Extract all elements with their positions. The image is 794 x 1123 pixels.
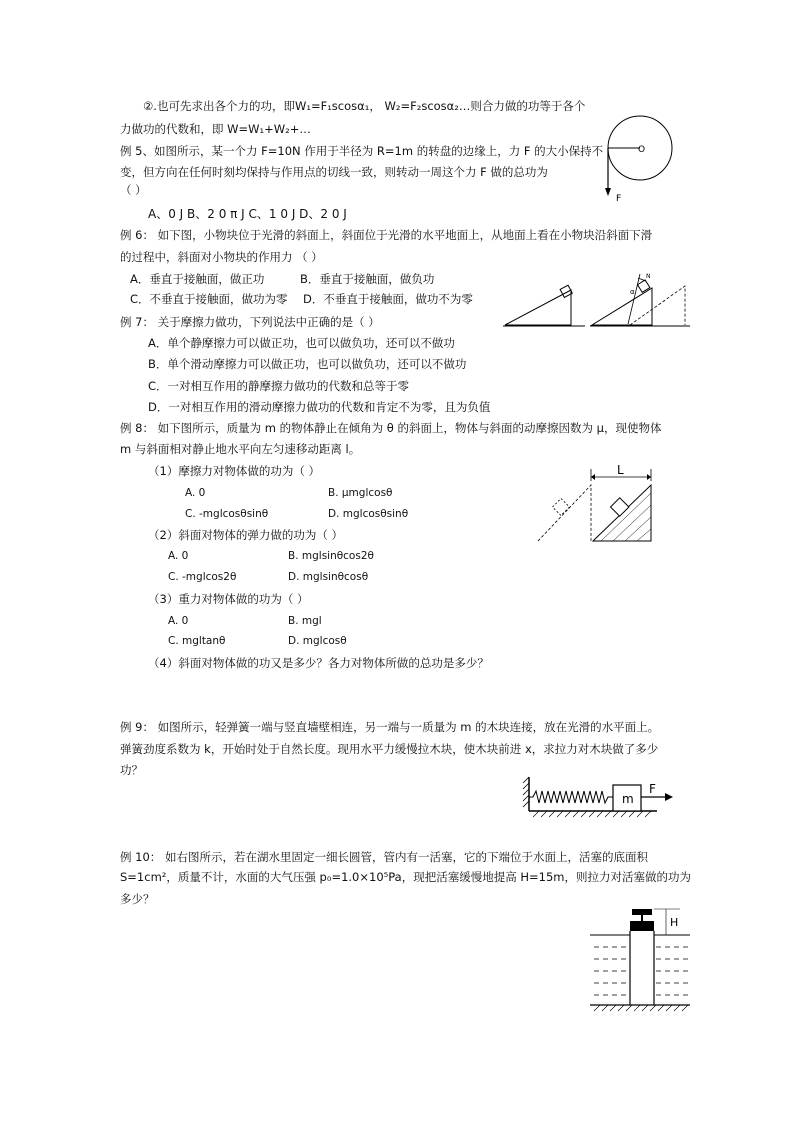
- ex8-q3-option-c: C. mgltanθ: [168, 635, 226, 647]
- ex8-q2: （2）斜面对物体的弹力做的功为（ ）: [148, 528, 343, 542]
- spring-block-figure: [517, 775, 682, 820]
- block-label-m: m: [622, 792, 634, 806]
- ex6-option-a: A．垂直于接触面，做正功: [130, 272, 265, 286]
- ex10-line-1: 例 10： 如右图所示，若在湖水里固定一细长圆管，管内有一活塞，它的下端位于水面上，活塞的底面积: [120, 850, 648, 864]
- moving-incline-figure: [533, 463, 658, 548]
- ex5-options: A、0 J B、2 0 π J C、1 0 J D、2 0 J: [148, 207, 347, 221]
- ex8-q1: （1）摩擦力对物体做的功为（ ）: [148, 464, 320, 478]
- ex7-option-c: C．一对相互作用的静摩擦力做功的代数和总等于零: [148, 379, 410, 393]
- incline-figure-right: [590, 268, 700, 330]
- ex8-line-2: m 与斜面相对静止地水平向左匀速移动距离 l。: [120, 442, 361, 456]
- ex7-option-a: A．单个静摩擦力可以做正功，也可以做负功，还可以不做功: [148, 336, 455, 350]
- force-label-f: F: [616, 194, 622, 204]
- distance-label-l: L: [617, 463, 624, 477]
- ex8-line-1: 例 8： 如下图所示，质量为 m 的物体静止在倾角为 θ 的斜面上，物体与斜面的动摩擦因数为 μ，现使物体: [120, 421, 662, 435]
- normal-force-label: N: [646, 273, 651, 280]
- pull-force-label-f: F: [649, 782, 656, 796]
- ex5-line-3: （ ）: [120, 183, 147, 197]
- ex9-line-3: 功？: [120, 763, 143, 777]
- intro-line-2: 力做功的代数和，即 W=W₁+W₂+…: [120, 122, 311, 136]
- incline-figure-left: [503, 280, 588, 330]
- height-label-h: H: [670, 916, 679, 929]
- ex8-q2-option-b: B. mglsinθcos2θ: [288, 550, 374, 562]
- ex6-line-2: 的过程中，斜面对小物块的作用力 （ ）: [120, 250, 323, 264]
- ex9-line-2: 弹簧劲度系数为 k，开始时处于自然长度。现用水平力缓慢拉木块，使木块前进 x，求拉力对木块做了多少: [120, 742, 659, 756]
- ex6-line-1: 例 6： 如下图，小物块位于光滑的斜面上，斜面位于光滑的水平地面上，从地面上看在小物块沿斜面下滑: [120, 228, 653, 242]
- ex7-line-1: 例 7： 关于摩擦力做功，下列说法中正确的是（ ）: [120, 315, 380, 329]
- piston-tube-figure: [590, 905, 695, 1020]
- ex8-q1-option-d: D. mglcosθsinθ: [328, 508, 409, 520]
- ex10-line-3: 多少？: [120, 892, 155, 906]
- ex8-q3-option-d: D. mglcosθ: [288, 635, 347, 647]
- ex8-q3-option-a: A. 0: [168, 615, 189, 627]
- ex10-line-2: S=1cm²，质量不计，水面的大气压强 p₀=1.0×10⁵Pa，现把活塞缓慢地提高 H=15m，则拉力对活塞做的功为: [120, 870, 691, 884]
- ex8-q3: （3）重力对物体做的功为（ ）: [148, 592, 309, 606]
- ex8-q1-option-b: B. μmglcosθ: [328, 487, 393, 499]
- ex8-q2-option-c: C. -mglcos2θ: [168, 571, 237, 583]
- angle-label-alpha: α: [630, 288, 635, 296]
- ex6-option-c: C．不垂直于接触面，做功为零: [130, 292, 288, 306]
- ex7-option-d: D．一对相互作用的滑动摩擦力做功的代数和肯定不为零，且为负值: [148, 400, 491, 414]
- ex8-q3-option-b: B. mgl: [288, 615, 322, 627]
- intro-line-1: ②.也可先求出各个力的功，即W₁=F₁scosα₁， W₂=F₂scosα₂…则合力做的功等于各个: [143, 99, 586, 113]
- ex5-line-2: 变，但方向在任何时刻均保持与作用点的切线一致，则转动一周这个力 F 做的总功为: [120, 165, 548, 179]
- ex8-q1-option-a: A. 0: [185, 487, 206, 499]
- ex8-q2-option-a: A. 0: [168, 550, 189, 562]
- turntable-figure: [600, 108, 680, 208]
- ex8-q2-option-d: D. mglsinθcosθ: [288, 571, 369, 583]
- ex6-option-d: D．不垂直于接触面，做功不为零: [303, 292, 473, 306]
- ex7-option-b: B．单个滑动摩擦力可以做正功，也可以做负功，还可以不做功: [148, 357, 467, 371]
- ex5-line-1: 例 5、如图所示，某一个力 F=10N 作用于半径为 R=1m 的转盘的边缘上，力 F 的大小保持不: [120, 144, 604, 158]
- ex8-q1-option-c: C. -mglcosθsinθ: [185, 508, 269, 520]
- ex8-q4: （4）斜面对物体做的功又是多少？各力对物体所做的总功是多少？: [148, 656, 489, 670]
- center-label-o: O: [638, 145, 646, 155]
- ex6-option-b: B．垂直于接触面，做负功: [300, 272, 435, 286]
- ex9-line-1: 例 9： 如图所示，轻弹簧一端与竖直墙壁相连，另一端与一质量为 m 的木块连接，放在光滑的水平面上。: [120, 720, 660, 734]
